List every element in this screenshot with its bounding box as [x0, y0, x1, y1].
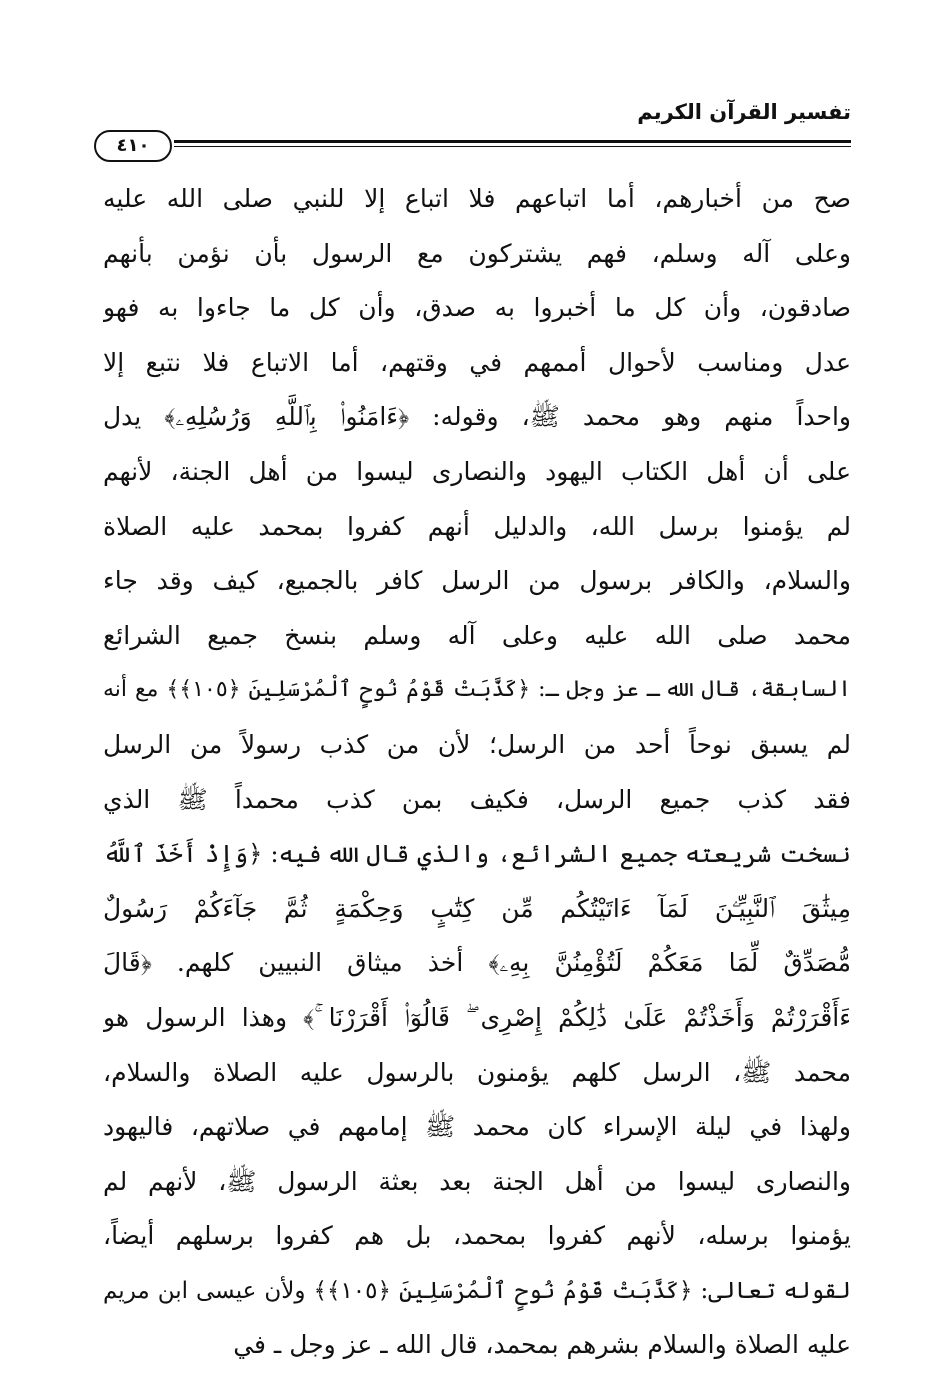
text-line: والنصارى ليسوا من أهل الجنة بعد بعثة الرسول ﷺ، لأنهم لم [103, 1166, 851, 1196]
body-text [103, 172, 851, 1373]
text-line: السابقة، قال الله ـ عز وجل ـ: ﴿كَذَّبَتْ قَوْمُ نُوحٍ ٱلْمُرْسَلِينَ ﴿١٠٥﴾﴾ مع أنه [103, 677, 851, 703]
text-line: فقد كذب جميع الرسل، فكيف بمن كذب محمداً ﷺ الذي [103, 784, 851, 814]
text-line: لم يؤمنوا برسل الله، والدليل أنهم كفروا بمحمد عليه الصلاة [103, 511, 851, 541]
text-line: لم يسبق نوحاً أحد من الرسل؛ لأن من كذب رسولاً من الرسل [103, 729, 851, 759]
page-number-badge: ٤١٠ [94, 130, 172, 162]
text-line: صادقون، وأن كل ما أخبروا به صدق، وأن كل ما جاءوا به فهو [103, 293, 851, 323]
header-rule-thin [174, 146, 851, 147]
text-line: محمد صلى الله عليه وعلى آله وسلم بنسخ جميع الشرائع [103, 620, 851, 650]
book-title: تفسير القرآن الكريم [637, 100, 851, 124]
text-line: والسلام، والكافر برسول من الرسل كافر بالجميع، كيف وقد جاء [103, 566, 851, 596]
text-line: عليه الصلاة والسلام بشرهم بمحمد، قال الله ـ عز وجل ـ في [233, 1330, 851, 1360]
text-line: نسخت شريعته جميع الشرائع، والذي قال الله فيه: ﴿وَإِذْ أَخَذَ ٱللَّهُ [103, 839, 851, 869]
header-rule [174, 140, 851, 143]
text-line: محمد ﷺ، الرسل كلهم يؤمنون بالرسول عليه الصلاة والسلام، [103, 1057, 851, 1087]
text-line: ولهذا في ليلة الإسراء كان محمد ﷺ إمامهم في صلاتهم، فاليهود [103, 1112, 851, 1142]
text-line: على أن أهل الكتاب اليهود والنصارى ليسوا من أهل الجنة، لأنهم [103, 456, 851, 486]
text-line: واحداً منهم وهو محمد ﷺ، وقوله: ﴿ءَامَنُوا۟ بِٱللَّهِ وَرُسُلِهِۦ﴾ يدل [103, 402, 851, 432]
text-line: مُّصَدِّقٌ لِّمَا مَعَكُمْ لَتُؤْمِنُنَّ بِهِۦ﴾ أخذ ميثاق النبيين كلهم. ﴿قَالَ [103, 948, 851, 978]
text-line: مِيثَٰقَ ٱلنَّبِيِّـۧنَ لَمَآ ءَاتَيْتُكُم مِّن كِتَٰبٍ وَحِكْمَةٍ ثُمَّ جَآءَكُمْ رَسُولٌ [103, 893, 851, 923]
text-line: عدل ومناسب لأحوال أممهم في وقتهم، أما الاتباع فلا نتبع إلا [103, 347, 851, 377]
text-line: لقوله تعالى: ﴿كَذَّبَتْ قَوْمُ نُوحٍ ٱلْمُرْسَلِينَ ﴿١٠٥﴾﴾ ولأن عيسى ابن مريم [103, 1277, 851, 1304]
text-line: وعلى آله وسلم، فهم يشتركون مع الرسول بأن نؤمن بأنهم [103, 238, 851, 268]
page-header [94, 92, 851, 162]
text-line: ءَأَقْرَرْتُمْ وَأَخَذْتُمْ عَلَىٰ ذَٰلِكُمْ إِصْرِى ۖ قَالُوٓا۟ أَقْرَرْنَا ۚ﴾ وهذا الرسول هو [103, 1002, 851, 1032]
text-line: يؤمنوا برسله، لأنهم كفروا بمحمد، بل هم كفروا برسلهم أيضاً، [103, 1221, 851, 1251]
text-line: صح من أخبارهم، أما اتباعهم فلا اتباع إلا للنبي صلى الله عليه [103, 184, 851, 213]
